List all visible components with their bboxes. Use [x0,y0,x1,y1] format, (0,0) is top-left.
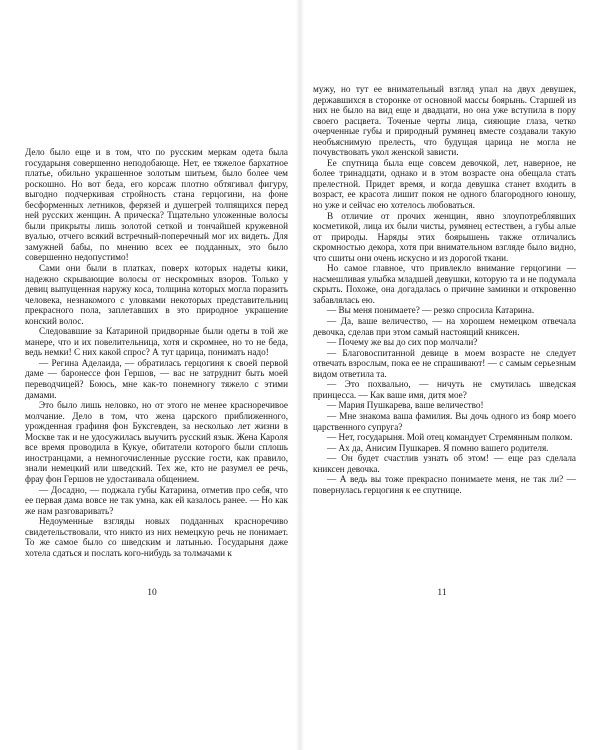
paragraph: — Нет, государыня. Мой отец командует Стремянным полком. [327,432,573,443]
paragraph: Дело было еще и в том, что по русским меркам одета была государыня совершенно неподобающе. Нет, ее тяжелое бархатное платье, обильно украшенное золотым шитьем, было более чем роскошно. Но вот беда, его корсаж плотно обтягивал фигуру, выгодно подчеркивая стройность стана герцогини, на фоне бесформенных летников, ферязей и душегрей толпящихся перед ней русских женщин. А прическа? Тщательно уложенные волосы были прикрыты лишь золотой сеткой и тончайшей кружевной вуалью, отчего всякий встречный-поперечный мог их видеть. Для замужней бабы, по мнению всех ее подданных, это было совершенно недопустимо! [25,147,288,263]
paragraph: — Это похвально, — ничуть не смутилась шведская принцесса. — Как ваше имя, дитя мое? [313,379,576,400]
paragraph: — А ведь вы тоже прекрасно понимаете меня, не так ли? — повернулась герцогиня к ее спутнице. [313,474,576,495]
page-gutter [296,0,304,750]
page-number-right: 11 [437,588,447,598]
paragraph: Это было лишь неловко, но от этого не менее красноречивое молчание. Дело в том, что жена царского приближенного, урожденная графиня фон Буксгевден, за несколько лет жизни в Москве так и не удосужилась выучить русский язык. Жена Кароля все время проводила в Кукуе, обитатели которого были сплошь иностранцами, а немногочисленные русские гости, как правило, знали немецкий или шведский. Тех же, кто не разумел ее речь, фрау фон Гершов не удостаивала общением. [25,400,288,484]
paragraph: — Мария Пушкарева, ваше величество! [327,400,484,411]
paragraph: — Он будет счастлив узнать об этом! — еще раз сделала книксен девочка. [313,453,576,474]
paragraph: В отличие от прочих женщин, явно злоупотреблявших косметикой, лица их были чисты, румянец естествен, а губы алые от природы. Наряды этих боярышень также отличались скромностью декора, хотя при внимательном взгляде было видно, что сшиты они очень искусно и из дорогой ткани. [313,210,576,263]
paragraph: — Почему же вы до сих пор молчали? [327,337,478,348]
paragraph: Недоуменные взгляды новых подданных красноречиво свидетельствовали, что никто из них немецкую речь не понимает. То же самое было со шведским и латынью. Государыня даже хотела сдаться и послать кого-нибудь за толмачами к [25,516,288,558]
paragraph: — Да, ваше величество, — на хорошем немецком отвечала девочка, сделав при этом самый настоящий книксен. [313,316,576,337]
paragraph: — Благовоспитанной девице в моем возрасте не следует отвечать взрослым, пока ее не спрашивают! — с самым серьезным видом ответила та. [313,347,576,379]
paragraph: Ее спутница была еще совсем девочкой, лет, наверное, не более тринадцати, однако и в этом возрасте она обещала стать прелестной. Придет время, и когда девушка станет входить в возраст, ее красота лишит покоя не одного благородного юношу, но уже и сейчас ею хотелось любоваться. [313,157,576,211]
paragraph: — Ах да, Анисим Пушкарев. Я помню вашего родителя. [327,442,549,453]
paragraph: — Вы меня понимаете? — резко спросила Катарина. [327,305,535,316]
page-number-left: 10 [147,588,157,598]
left-page-text [25,147,288,587]
paragraph: — Регина Аделаида, — обратилась герцогиня к своей первой даме — баронессе фон Гершов, — вас не затруднит быть моей переводчицей? Боюсь, мне как-то понемногу тяжело с этими дамами. [25,357,288,400]
paragraph: Следовавшие за Катариной придворные были одеты в той же манере, что и их повелительница, хотя и скромнее, но то не беда, ведь немки! С них какой спрос? А тут царица, понимать надо! [25,326,288,358]
paragraph: мужу, но тут ее внимательный взгляд упал на двух девушек, державшихся в сторонке от основной массы боярынь. Старшей из них не было на вид еще и двадцати, но она уже вступила в пору своего расцвета. Точеные черты лица, сияющие глаза, четко очерченные губы и природный румянец вместе создавали такую необъяснимую прелесть, что будущая царица не могла не почувствовать укол женской зависти. [313,84,576,158]
paragraph: Но самое главное, что привлекло внимание герцогини — насмешливая улыбка младшей девушки, которую та и не подумала скрыть. Похоже, она догадалась о причине заминки и откровенно забавлялась ею. [313,263,576,305]
paragraph: — Досадно, — поджала губы Катарина, отметив про себя, что ее первая дама вовсе не так умна, как ей казалось ранее. — Но как же нам разговаривать? [25,484,288,516]
paragraph: Сами они были в платках, поверх которых надеты кики, надежно скрывающие волосы от нескромных взоров. Только у девиц выпущенная наружу коса, толщина которых могла поразить человека, незнакомого с уловками некоторых представительниц прекрасного пола, заплетавших в это природное украшение конский волос. [25,263,288,326]
paragraph: — Мне знакома ваша фамилия. Вы дочь одного из бояр моего царственного супруга? [313,410,576,432]
right-page-text [313,84,576,587]
